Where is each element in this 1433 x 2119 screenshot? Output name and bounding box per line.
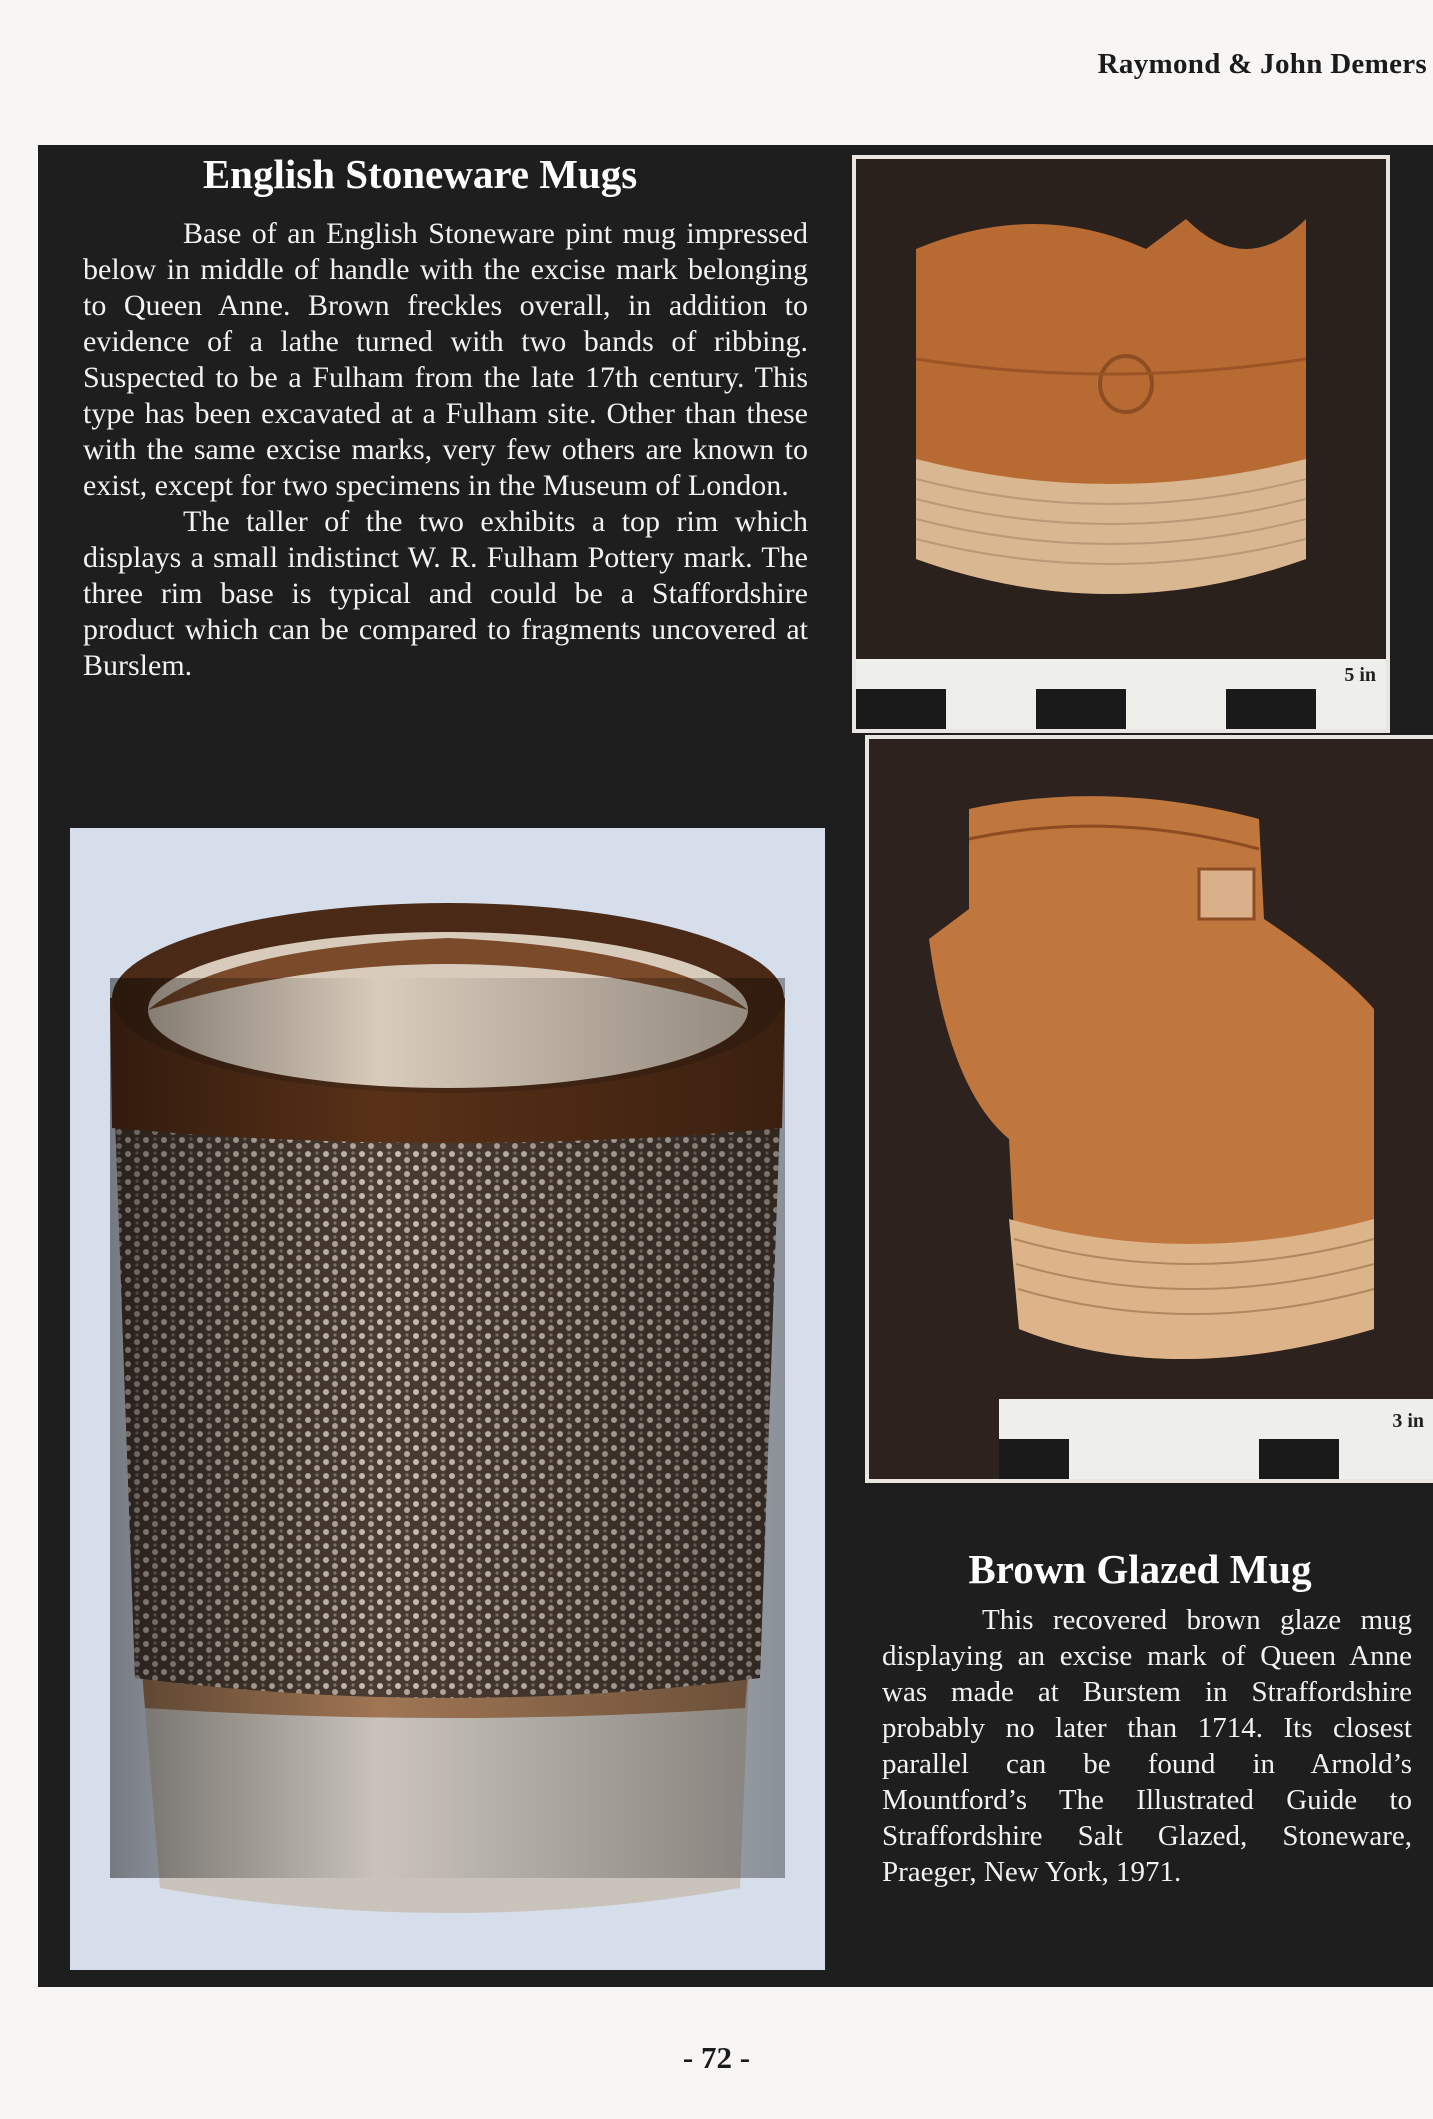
stoneware-paragraph-2: The taller of the two exhibits a top rim which displays a small indistinct W. R. Fulham Pottery mark. The three rim base is typical and could be a Staffordshire product which can be compared to fragments uncovered at Burslem.: [83, 505, 808, 682]
section-title-stoneware-mugs: English Stoneware Mugs: [202, 151, 638, 197]
photo-textured-stoneware-mug: [70, 828, 825, 1970]
photo-brown-glazed-mug-3in: [865, 735, 1433, 1483]
scale-label-5in: 5 in: [1344, 664, 1376, 686]
brown-glazed-mug-body: [882, 1602, 1412, 1890]
stoneware-paragraph-1: Base of an English Stoneware pint mug impressed below in middle of handle with the excise mark belonging to Queen Anne. Brown freckles overall, in addition to evidence of a lathe turned with two bands of ribbing. Suspected to be a Fulham from the late 17th century. This type has been excavated at a Fulham site. Other than these with the same excise marks, very few others are known to exist, except for two specimens in the Museum of London.: [83, 217, 808, 502]
scale-label-3in: 3 in: [1392, 1410, 1424, 1432]
page-header-authors: Raymond & John Demers: [1097, 48, 1427, 80]
stoneware-mugs-body: [83, 216, 808, 684]
photo-stoneware-mug-fragment-5in: [852, 155, 1390, 733]
section-title-brown-glazed-mug: Brown Glazed Mug: [968, 1546, 1312, 1592]
brown-glazed-paragraph: This recovered brown glaze mug displaying an excise mark of Queen Anne was made at Burstem in Straffordshire probably no later than 1714. Its closest parallel can be found in Arnold’s Mountford’s The Illustrated Guide to Straffordshire Salt Glazed, Stoneware, Praeger, New York, 1971.: [882, 1604, 1412, 1888]
page-number: - 72 -: [682, 2040, 751, 2075]
